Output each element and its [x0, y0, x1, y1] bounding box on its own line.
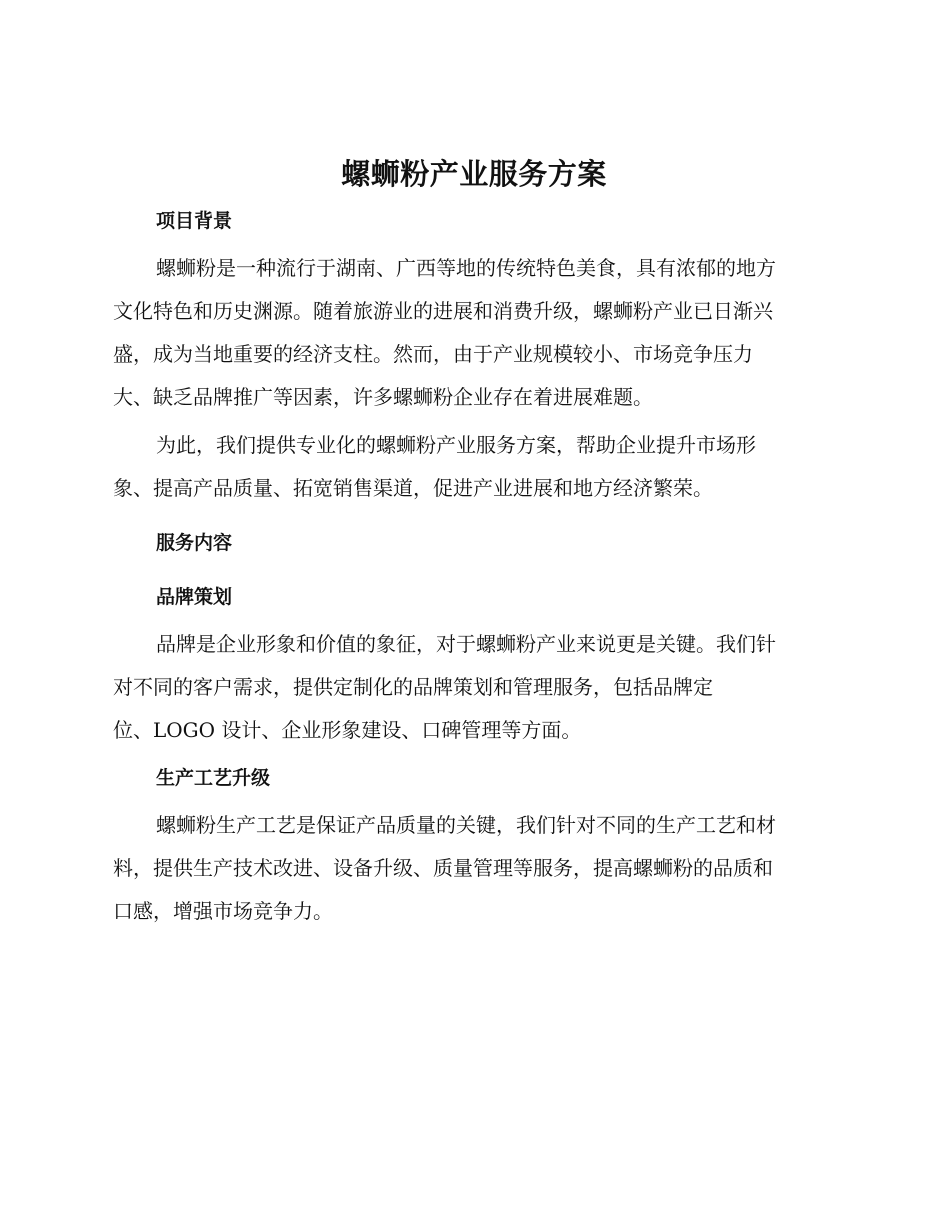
section-heading-production: 生产工艺升级	[156, 767, 271, 789]
section-heading-background: 项目背景	[156, 210, 233, 232]
paragraph-background-2: 为此，我们提供专业化的螺蛳粉产业服务方案，帮助企业提升市场形 象、提高产品质量、拓宽销售渠道，促进产业进展和地方经济繁荣。	[113, 433, 756, 500]
section-heading-services: 服务内容	[156, 532, 233, 554]
document-title: 螺蛳粉产业服务方案	[341, 157, 607, 191]
paragraph-production: 螺蛳粉生产工艺是保证产品质量的关键，我们针对不同的生产工艺和材 料，提供生产技术改进、设备升级、质量管理等服务，提高螺蛳粉的品质和 口感，增强市场竞争力。	[113, 813, 776, 923]
paragraph-brand: 品牌是企业形象和价值的象征，对于螺蛳粉产业来说更是关键。我们针 对不同的客户需求，提供定制化的品牌策划和管理服务，包括品牌定 位、LOGO 设计、企业形象建设、口碑管理等方面。	[113, 632, 776, 742]
section-heading-brand: 品牌策划	[156, 586, 233, 608]
paragraph-background-1: 螺蛳粉是一种流行于湖南、广西等地的传统特色美食，具有浓郁的地方 文化特色和历史渊源。随着旅游业的进展和消费升级，螺蛳粉产业已日渐兴 盛，成为当地重要的经济支柱。然而，由于产业规模较小、市场竞争压力 大、缺乏品牌推广等因素，许多螺蛳粉企业存在着进展难题。	[113, 256, 776, 409]
document-page	[113, 148, 835, 933]
